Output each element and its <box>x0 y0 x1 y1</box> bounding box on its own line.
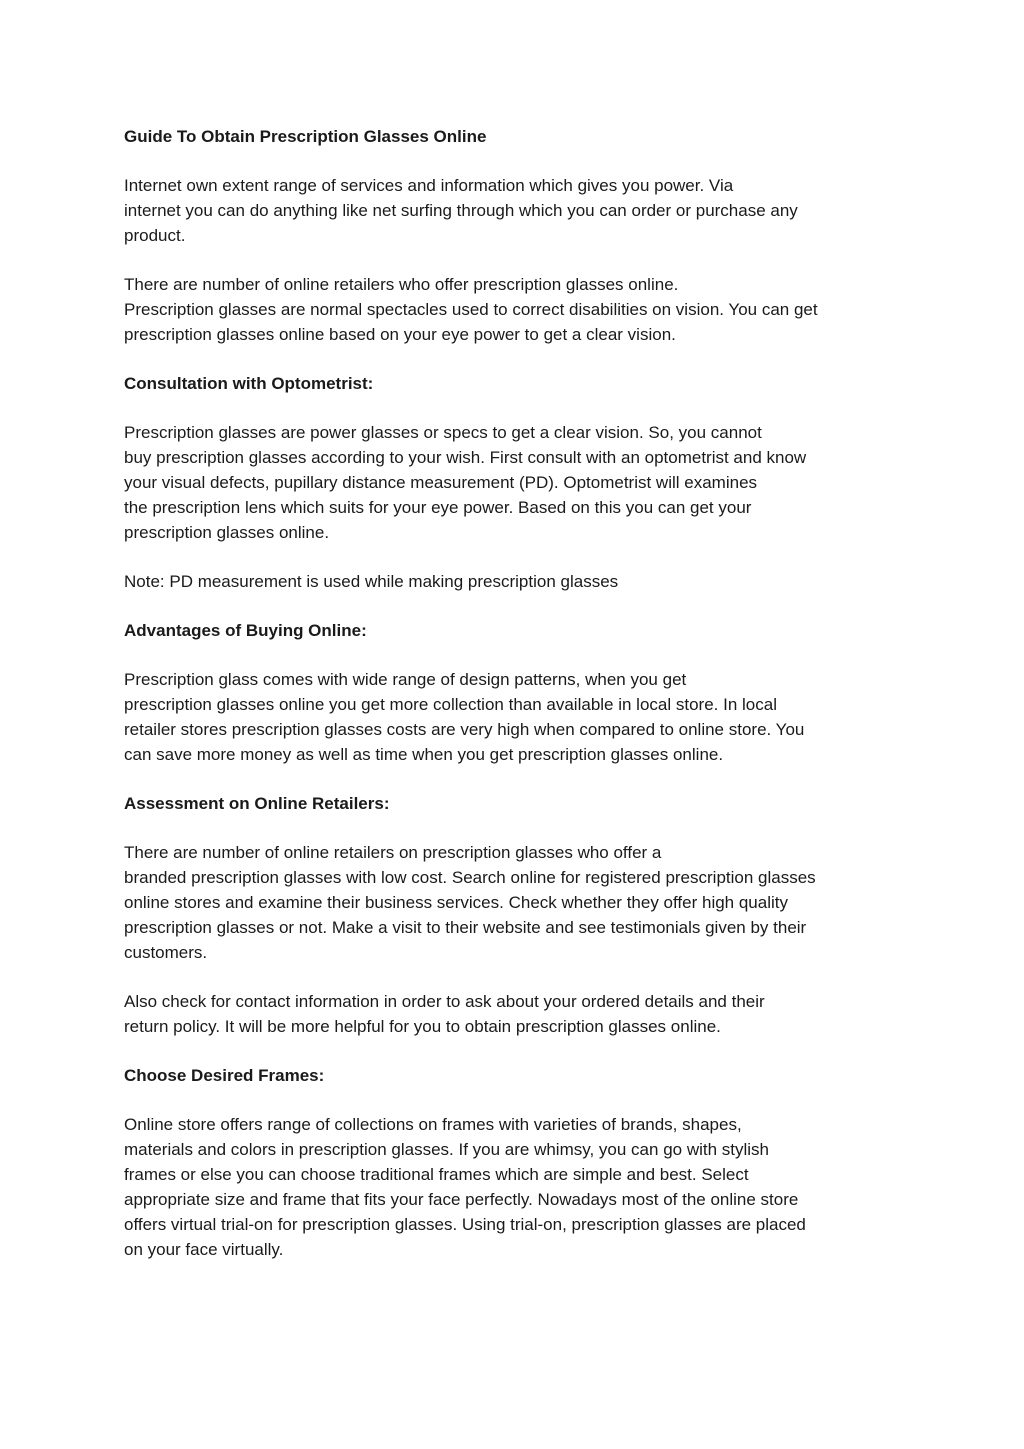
text-line: offers virtual trial-on for prescription glasses. Using trial-on, prescription glasses are placed <box>124 1215 806 1234</box>
section-heading-consultation: Consultation with Optometrist: <box>124 374 374 393</box>
document-title: Guide To Obtain Prescription Glasses Online <box>124 127 487 146</box>
text-line: the prescription lens which suits for your eye power. Based on this you can get your <box>124 498 752 517</box>
text-line: buy prescription glasses according to your wish. First consult with an optometrist and know <box>124 448 807 467</box>
text-line: Online store offers range of collections on frames with varieties of brands, shapes, <box>124 1115 742 1134</box>
text-line: product. <box>124 226 186 245</box>
document-title-block <box>124 124 904 149</box>
text-line: your visual defects, pupillary distance measurement (PD). Optometrist will examines <box>124 473 758 492</box>
text-line: Prescription glasses are power glasses or specs to get a clear vision. So, you cannot <box>124 423 762 442</box>
note-block <box>124 569 904 594</box>
pd-note: Note: PD measurement is used while making prescription glasses <box>124 572 619 591</box>
section-heading-assessment: Assessment on Online Retailers: <box>124 794 390 813</box>
text-line: There are number of online retailers on prescription glasses who offer a <box>124 843 662 862</box>
text-line: prescription glasses online. <box>124 523 330 542</box>
text-line: Internet own extent range of services and information which gives you power. Via <box>124 176 734 195</box>
consultation-heading-block <box>124 371 904 396</box>
text-line: materials and colors in prescription glasses. If you are whimsy, you can go with stylish <box>124 1140 770 1159</box>
text-line: online stores and examine their business services. Check whether they offer high quality <box>124 893 788 912</box>
intro-paragraph-2 <box>124 272 904 347</box>
assessment-heading-block <box>124 791 904 816</box>
text-line: Prescription glasses are normal spectacles used to correct disabilities on vision. You can get <box>124 300 818 319</box>
text-line: Prescription glass comes with wide range of design patterns, when you get <box>124 670 687 689</box>
assessment-paragraph-2 <box>124 989 904 1039</box>
text-line: on your face virtually. <box>124 1240 284 1259</box>
text-line: prescription glasses online based on your eye power to get a clear vision. <box>124 325 676 344</box>
text-line: customers. <box>124 943 208 962</box>
text-line: There are number of online retailers who offer prescription glasses online. <box>124 275 679 294</box>
text-line: appropriate size and frame that fits your face perfectly. Nowadays most of the online store <box>124 1190 799 1209</box>
text-line: retailer stores prescription glasses costs are very high when compared to online store. You <box>124 720 805 739</box>
intro-paragraph-1 <box>124 173 904 248</box>
text-line: prescription glasses or not. Make a visit to their website and see testimonials given by their <box>124 918 807 937</box>
section-heading-advantages: Advantages of Buying Online: <box>124 621 367 640</box>
advantages-paragraph <box>124 667 904 767</box>
text-line: internet you can do anything like net surfing through which you can order or purchase any <box>124 201 798 220</box>
document-body <box>124 124 904 1286</box>
text-line: Also check for contact information in order to ask about your ordered details and their <box>124 992 765 1011</box>
text-line: can save more money as well as time when you get prescription glasses online. <box>124 745 724 764</box>
text-line: branded prescription glasses with low cost. Search online for registered prescription glasses <box>124 868 816 887</box>
frames-paragraph <box>124 1112 904 1262</box>
advantages-heading-block <box>124 618 904 643</box>
text-line: return policy. It will be more helpful for you to obtain prescription glasses online. <box>124 1017 721 1036</box>
assessment-paragraph-1 <box>124 840 904 965</box>
frames-heading-block <box>124 1063 904 1088</box>
consultation-paragraph <box>124 420 904 545</box>
text-line: prescription glasses online you get more collection than available in local store. In local <box>124 695 777 714</box>
section-heading-frames: Choose Desired Frames: <box>124 1066 325 1085</box>
text-line: frames or else you can choose traditional frames which are simple and best. Select <box>124 1165 749 1184</box>
